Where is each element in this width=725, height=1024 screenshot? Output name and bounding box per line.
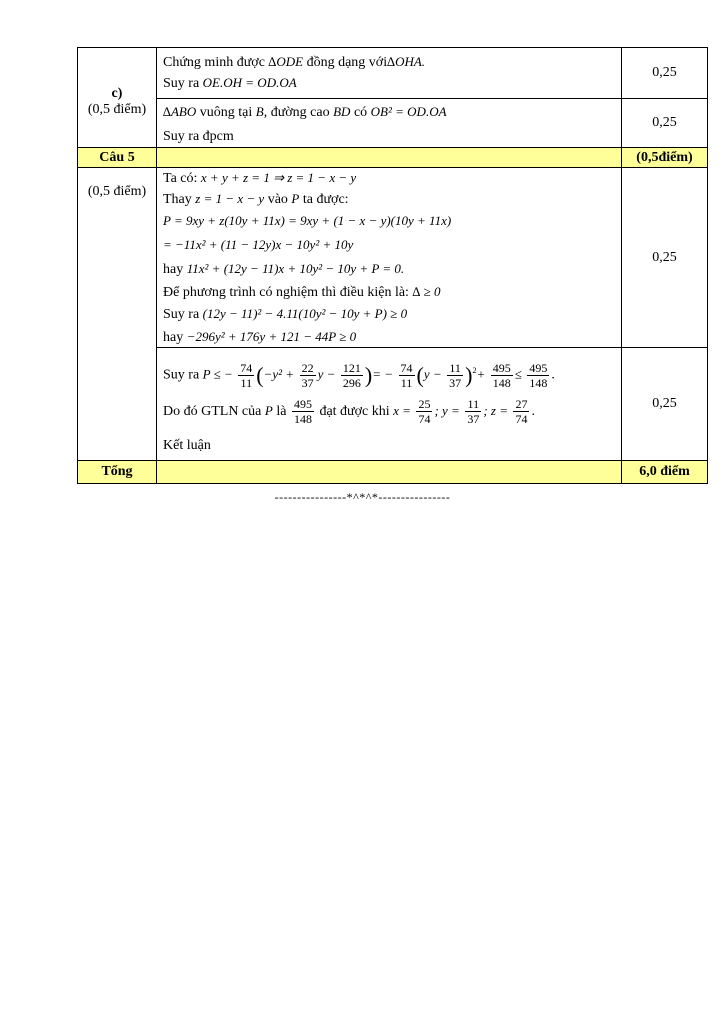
answer-table [77, 47, 708, 484]
math: = − [372, 366, 394, 382]
cau5-header-row [78, 148, 708, 168]
fraction: $\frac{495}{148}$ [529, 360, 548, 390]
math: (12y − 11)² − 4.11(10y² − 10y + P) ≥ 0 [202, 306, 408, 321]
math: ≤ [514, 366, 522, 382]
fraction: $\frac{27}{74}$ [515, 397, 528, 427]
math: ∆ABO [163, 104, 197, 119]
text: đạt được khi [315, 404, 394, 419]
math: z = 1 − x − y [195, 191, 265, 206]
fraction: $\frac{11}{37}$ [449, 360, 462, 390]
math: P [291, 191, 300, 206]
text: đồng dạng với [303, 55, 388, 70]
text: Do đó GTLN của [163, 404, 265, 419]
text: Suy ra [163, 367, 203, 383]
row5-part2 [78, 348, 708, 461]
fraction: $\frac{74}{11}$ [400, 360, 413, 390]
row-c-label: c) [111, 85, 123, 101]
math: 11x² + (12y − 11)x + 10y² − 10y + P = 0. [186, 261, 405, 276]
math: BD [333, 104, 351, 119]
row-c-part2-content [157, 99, 622, 148]
row-c-part1-score: 0,25 [622, 48, 708, 99]
math: ; z = [483, 403, 508, 418]
text: Suy ra đpcm [163, 129, 234, 144]
row-c-label-cell [78, 48, 157, 148]
row-c-part2-score: 0,25 [622, 99, 708, 148]
math: −296y² + 176y + 121 − 44P ≥ 0 [186, 329, 357, 344]
text: Suy ra [163, 307, 203, 322]
text: vuông tại [196, 105, 256, 120]
math: ∆OHA. [387, 54, 426, 69]
text: Suy ra [163, 76, 203, 91]
text: Để phương trình có nghiệm thì điều kiện là: [163, 285, 413, 300]
row-c-part2 [78, 99, 708, 148]
row-c-part1-content [157, 48, 622, 99]
math: OB² = OD.OA [370, 104, 447, 119]
math: OE.OH = OD.OA [202, 75, 297, 90]
text: , đường cao [263, 105, 334, 120]
cau5-blank [157, 148, 622, 168]
row5-points: (0,5 điểm) [87, 184, 147, 199]
row-c-points: (0,5 điểm) [87, 101, 147, 117]
text: hay [163, 330, 187, 345]
fraction: $\frac{495}{148}$ [293, 397, 312, 427]
math: ∆ODE [268, 54, 304, 69]
row5-part1 [78, 168, 708, 348]
row-c-part1 [78, 48, 708, 99]
row5-part2-content: Suy ra P ≤ − $\frac{74}{11}$ (−y² + $\frac{22}{37}$ y − $\frac{121}{296}$ )= − $\frac{74}{11}$ (y − $\frac{11}{37}$ )$^2$+ $\frac{495}{148}$ ≤ $\frac{495}{148}$ . Do đó GTLN của P là $\frac{495}{148}$ đạt được khi x = $\frac{25}{74}$ ; y = $\frac{11}{37}$ ; z = $\frac{27}{74}$ . Kết luận [157, 348, 622, 461]
total-row [78, 461, 708, 484]
math: B [255, 104, 264, 119]
math: P [264, 403, 273, 418]
fraction: $\frac{495}{148}$ [492, 360, 511, 390]
total-blank [157, 461, 622, 484]
text: Chứng minh được [163, 55, 269, 70]
text: có [350, 105, 371, 120]
cau5-points: (0,5điểm) [622, 148, 708, 168]
row5-part1-content [157, 168, 622, 348]
fraction: $\frac{11}{37}$ [467, 397, 480, 427]
total-points: 6,0 điểm [622, 461, 708, 484]
math: P = 9xy + z(10y + 11x) = 9xy + (1 − x − y)(10y + 11x) [163, 213, 452, 228]
text: hay [163, 262, 187, 277]
text: là [272, 404, 290, 419]
cau5-title: Câu 5 [78, 148, 157, 168]
row5-part2-score: 0,25 [622, 348, 708, 461]
row5-points-cell [78, 168, 157, 461]
math: y − [423, 366, 442, 382]
footer-separator: ----------------*^*^*---------------- [274, 490, 451, 504]
math: P ≤ − [202, 366, 233, 382]
math: x = [393, 403, 411, 418]
text: vào [264, 192, 292, 207]
math: ; y = [434, 403, 460, 418]
fraction: $\frac{25}{74}$ [418, 397, 431, 427]
fraction: $\frac{121}{296}$ [342, 360, 361, 390]
fraction: $\frac{22}{37}$ [301, 360, 314, 390]
math: −y² + [263, 366, 295, 382]
math: ∆ ≥ 0 [412, 284, 441, 299]
row5-part1-score: 0,25 [622, 168, 708, 348]
math: x + y + z = 1 ⇒ z = 1 − x − y [200, 170, 357, 185]
text: Kết luận [163, 438, 211, 453]
total-label: Tổng [78, 461, 157, 484]
fraction: $\frac{74}{11}$ [240, 360, 253, 390]
math: y − [317, 366, 336, 382]
math: = −11x² + (11 − 12y)x − 10y² + 10y [163, 237, 354, 252]
text: Thay [163, 192, 196, 207]
math: + [476, 366, 486, 382]
text: Ta có: [163, 171, 201, 186]
text: ta được: [299, 192, 349, 207]
